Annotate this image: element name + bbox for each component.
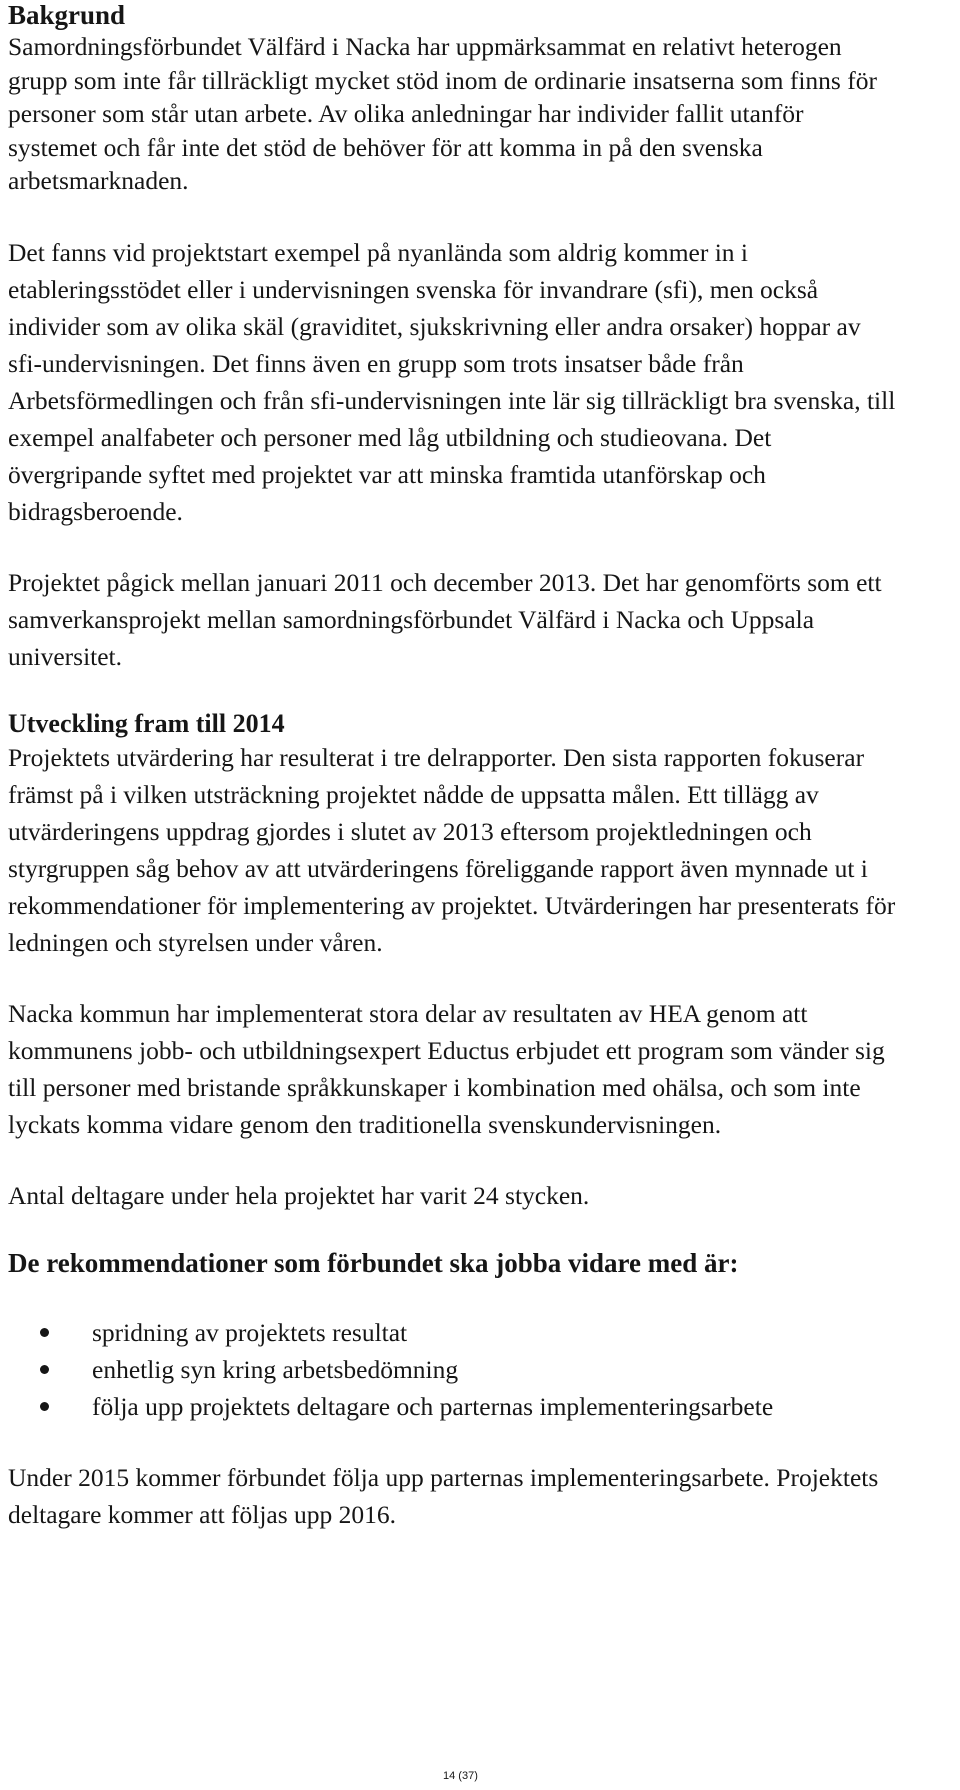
list-item-label: enhetlig syn kring arbetsbedömning (92, 1354, 459, 1384)
list-item (8, 1314, 898, 1351)
recommendations-list (8, 1314, 898, 1425)
list-item-label: följa upp projektets deltagare och parternas implementeringsarbete (92, 1391, 774, 1421)
list-item (8, 1388, 898, 1425)
section-heading-utveckling: Utveckling fram till 2014 (8, 708, 285, 738)
page-number: 14 (37) (443, 1770, 478, 1782)
bullet-icon (40, 1328, 49, 1337)
paragraph-background-intro: Samordningsförbundet Välfärd i Nacka har uppmärksammat en relativt heterogen grupp som inte får tillräckligt mycket stöd inom de ordinarie insatserna som finns för personer som står utan arbete. Av olika anledningar har individer fallit utanför systemet och får inte det stöd de behöver för att komma in på den svenska arbetsmarknaden. (8, 32, 877, 195)
section-heading-recommendations: De rekommendationer som förbundet ska jobba vidare med är: (8, 1247, 739, 1278)
paragraph-participants: Antal deltagare under hela projektet har varit 24 stycken. (8, 1180, 590, 1210)
paragraph-evaluation: Projektets utvärdering har resulterat i tre delrapporter. Den sista rapporten fokuserar främst på i vilken utsträckning projektet nådde de uppsatta målen. Ett tillägg av utvärderingens uppdrag gjordes i slutet av 2013 eftersom projektledningen och styrgruppen såg behov av att utvärderingens föreliggande rapport även mynnade ut i rekommendationer för implementering av projektet. Utvärderingen har presenterats för ledningen och styrelsen under våren. (8, 742, 896, 957)
bullet-icon (40, 1402, 49, 1411)
paragraph-nacka-implementation: Nacka kommun har implementerat stora delar av resultaten av HEA genom att kommunens jobb- och utbildningsexpert Eductus erbjudet ett program som vänder sig till personer med bristande språkkunskaper i kombination med ohälsa, och som inte lyckats komma vidare genom den traditionella svenskundervisningen. (8, 998, 885, 1139)
paragraph-project-start: Det fanns vid projektstart exempel på nyanlända som aldrig kommer in i etableringsstödet eller i undervisningen svenska för invandrare (sfi), men också individer som av olika skäl (graviditet, sjukskrivning eller andra orsaker) hoppar av sfi-undervisningen. Det finns även en grupp som trots insatser både från Arbetsförmedlingen och från sfi-undervisningen inte lär sig tillräckligt bra svenska, till exempel analfabeter och personer med låg utbildning och studieovana. Det övergripande syftet med projektet var att minska framtida utanförskap och bidragsberoende. (8, 237, 896, 526)
paragraph-followup: Under 2015 kommer förbundet följa upp parternas implementeringsarbete. Projektets deltagare kommer att följas upp 2016. (8, 1462, 879, 1529)
document-page (8, 0, 898, 1533)
list-item (8, 1351, 898, 1388)
list-item-label: spridning av projektets resultat (92, 1317, 408, 1347)
bullet-icon (40, 1365, 49, 1374)
paragraph-project-period: Projektet pågick mellan januari 2011 och december 2013. Det har genomförts som ett samverkansprojekt mellan samordningsförbundet Välfärd i Nacka och Uppsala universitet. (8, 567, 882, 671)
section-heading-bakgrund: Bakgrund (8, 0, 126, 30)
